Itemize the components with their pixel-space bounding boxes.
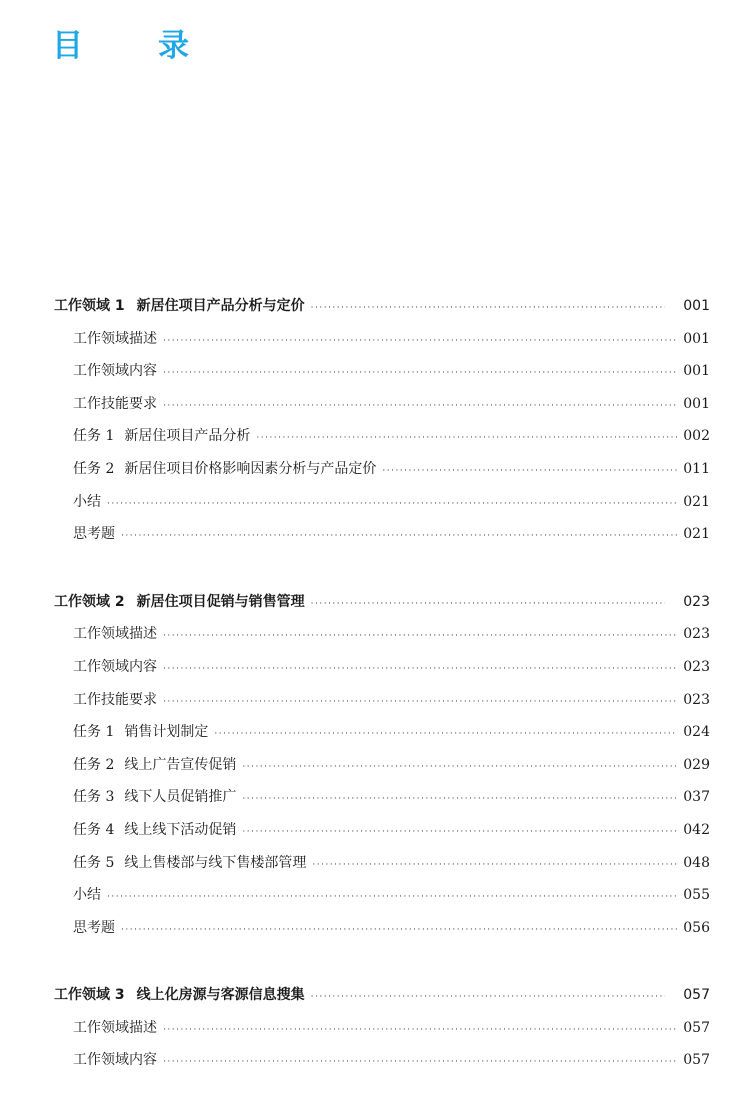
- toc-label: [73, 684, 157, 717]
- toc-page-number: 024: [683, 724, 710, 741]
- toc-label: [73, 323, 157, 356]
- toc-number: 任务 1: [73, 724, 115, 741]
- toc-number: 工作领域 3: [54, 987, 125, 1004]
- toc-number: 任务 3: [73, 789, 115, 806]
- toc-title: 新居住项目促销与销售管理: [136, 593, 305, 610]
- toc-title: 工作领域内容: [73, 363, 157, 380]
- toc-title: 小结: [73, 493, 101, 510]
- toc-entry-row[interactable]: [54, 1012, 710, 1045]
- toc-page-number: 029: [683, 756, 710, 773]
- toc-label: [73, 618, 157, 651]
- dot-leader: [242, 816, 677, 849]
- toc-page-number: 057: [683, 1019, 710, 1036]
- toc-number: 任务 2: [73, 460, 115, 477]
- toc-entry-row[interactable]: [54, 486, 710, 519]
- toc-title: 小结: [73, 887, 101, 904]
- toc-section: [54, 290, 710, 551]
- toc-page-number: 057: [683, 987, 710, 1004]
- toc-entry-row[interactable]: [54, 684, 710, 717]
- toc-title: 工作领域描述: [73, 330, 157, 347]
- toc-number: 任务 1: [73, 428, 115, 445]
- toc-label: [73, 486, 101, 519]
- toc-entry-row[interactable]: [54, 1044, 710, 1077]
- toc-title: 线下人员促销推广: [124, 789, 237, 806]
- toc-page-number: 001: [683, 298, 710, 314]
- dot-leader: [311, 588, 666, 621]
- toc-entry-row[interactable]: [54, 323, 710, 356]
- toc-page-number: 056: [683, 919, 710, 936]
- toc-page-number: 023: [683, 626, 710, 643]
- dot-leader: [242, 751, 677, 784]
- toc-label: [73, 1044, 157, 1077]
- toc-label: [73, 518, 115, 551]
- dot-leader: [256, 422, 677, 455]
- toc-label: [73, 749, 236, 782]
- toc-title: 工作领域内容: [73, 1052, 157, 1069]
- toc-title: 工作领域描述: [73, 1019, 157, 1036]
- dot-leader: [121, 520, 677, 553]
- dot-leader: [382, 455, 677, 488]
- toc-page-number: 011: [683, 460, 710, 477]
- dot-leader: [311, 981, 666, 1014]
- toc-page-number: 001: [683, 363, 710, 380]
- toc-label: [73, 847, 306, 880]
- dot-leader: [163, 620, 677, 653]
- toc-entry-row[interactable]: [54, 420, 710, 453]
- toc-page-number: 023: [683, 691, 710, 708]
- toc-title: 工作技能要求: [73, 691, 157, 708]
- toc-title: 新居住项目价格影响因素分析与产品定价: [124, 460, 377, 477]
- toc-entry-row[interactable]: [54, 814, 710, 847]
- toc-page-number: 021: [683, 526, 710, 543]
- toc-entry-row[interactable]: [54, 651, 710, 684]
- toc-number: 任务 5: [73, 854, 115, 871]
- dot-leader: [214, 718, 677, 751]
- toc-number: 任务 4: [73, 821, 115, 838]
- toc-title: 工作技能要求: [73, 395, 157, 412]
- toc-entry-row[interactable]: [54, 879, 710, 912]
- dot-leader: [163, 357, 677, 390]
- page-title: 目 录: [52, 28, 211, 64]
- toc-title: 工作领域内容: [73, 658, 157, 675]
- toc-entry-row[interactable]: [54, 618, 710, 651]
- toc-entry-row[interactable]: [54, 716, 710, 749]
- toc-label: [54, 290, 305, 323]
- toc-entry-row[interactable]: [54, 847, 710, 880]
- toc-label: [73, 420, 250, 453]
- toc-page-number: 001: [683, 395, 710, 412]
- toc-title: 线上售楼部与线下售楼部管理: [124, 854, 307, 871]
- dot-leader: [242, 783, 677, 816]
- toc-chapter-row[interactable]: [54, 979, 710, 1012]
- toc-entry-row[interactable]: [54, 781, 710, 814]
- toc-chapter-row[interactable]: [54, 586, 710, 619]
- dot-leader: [163, 653, 677, 686]
- toc-section: [54, 979, 710, 1077]
- toc-page-number: 042: [683, 821, 710, 838]
- toc-entry-row[interactable]: [54, 749, 710, 782]
- table-of-contents: [54, 290, 710, 1112]
- toc-page-number: 002: [683, 428, 710, 445]
- toc-chapter-row[interactable]: [54, 290, 710, 323]
- toc-page-number: 001: [683, 330, 710, 347]
- toc-entry-row[interactable]: [54, 355, 710, 388]
- toc-section: [54, 586, 710, 945]
- dot-leader: [163, 390, 677, 423]
- toc-page-number: 023: [683, 658, 710, 675]
- toc-label: [73, 651, 157, 684]
- dot-leader: [121, 914, 677, 947]
- toc-title: 线上广告宣传促销: [124, 756, 237, 773]
- toc-label: [73, 1012, 157, 1045]
- toc-title: 线上化房源与客源信息搜集: [136, 987, 305, 1004]
- toc-title: 工作领域描述: [73, 626, 157, 643]
- toc-number: 工作领域 2: [54, 593, 125, 610]
- toc-label: [54, 586, 305, 619]
- toc-label: [73, 453, 376, 486]
- dot-leader: [107, 488, 677, 521]
- toc-label: [73, 716, 208, 749]
- toc-entry-row[interactable]: [54, 453, 710, 486]
- dot-leader: [311, 292, 666, 325]
- toc-entry-row[interactable]: [54, 388, 710, 421]
- toc-number: 任务 2: [73, 756, 115, 773]
- toc-page-number: 048: [683, 854, 710, 871]
- toc-label: [73, 355, 157, 388]
- toc-title: 新居住项目产品分析: [124, 428, 251, 445]
- toc-entry-row[interactable]: [54, 518, 710, 551]
- toc-label: [73, 879, 101, 912]
- toc-label: [73, 781, 236, 814]
- toc-title: 新居住项目产品分析与定价: [136, 298, 305, 314]
- dot-leader: [107, 881, 677, 914]
- toc-title: 销售计划制定: [124, 724, 209, 741]
- toc-page-number: 023: [683, 593, 710, 610]
- toc-number: 工作领域 1: [54, 298, 125, 314]
- dot-leader: [163, 325, 677, 358]
- toc-title: 线上线下活动促销: [124, 821, 237, 838]
- toc-title: 思考题: [73, 526, 115, 543]
- toc-page-number: 021: [683, 493, 710, 510]
- toc-label: [73, 814, 236, 847]
- toc-page-number: 037: [683, 789, 710, 806]
- toc-title: 思考题: [73, 919, 115, 936]
- dot-leader: [163, 1046, 677, 1079]
- dot-leader: [312, 849, 677, 882]
- toc-label: [54, 979, 305, 1012]
- toc-page-number: 057: [683, 1052, 710, 1069]
- toc-label: [73, 388, 157, 421]
- dot-leader: [163, 1014, 677, 1047]
- dot-leader: [163, 686, 677, 719]
- toc-page-number: 055: [683, 887, 710, 904]
- toc-label: [73, 912, 115, 945]
- toc-entry-row[interactable]: [54, 912, 710, 945]
